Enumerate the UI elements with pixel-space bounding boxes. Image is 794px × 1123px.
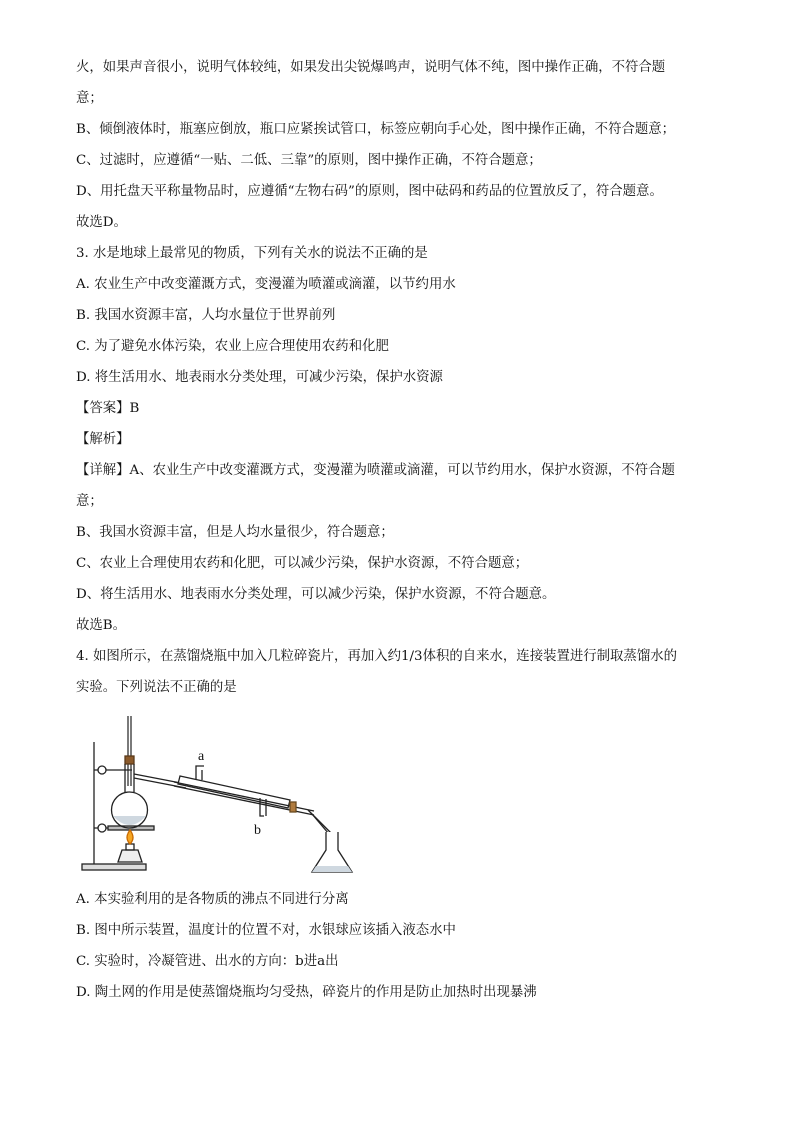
question-4-option-c: C. 实验时，冷凝管进、出水的方向：b进a出 — [76, 954, 339, 969]
detail-line: B、我国水资源丰富，但是人均水量很少，符合题意； — [76, 525, 394, 540]
question-4-option-a: A. 本实验利用的是各物质的沸点不同进行分离 — [76, 892, 349, 907]
detail-line: C、农业上合理使用农药和化肥，可以减少污染，保护水资源，不符合题意； — [76, 556, 529, 571]
question-3-option-d: D. 将生活用水、地表雨水分类处理，可减少污染，保护水资源 — [76, 370, 443, 385]
question-3-option-a: A. 农业生产中改变灌溉方式，变漫灌为喷灌或滴灌，以节约用水 — [76, 277, 456, 292]
question-4-stem: 4. 如图所示，在蒸馏烧瓶中加入几粒碎瓷片，再加入约1/3体积的自来水，连接装置进行制取蒸馏水的 — [76, 649, 677, 664]
detail-line: 【详解】A、农业生产中改变灌溉方式，变漫灌为喷灌或滴灌，可以节约用水，保护水资源，不符合题 — [76, 463, 675, 478]
question-3-option-c: C. 为了避免水体污染，农业上应合理使用农药和化肥 — [76, 339, 389, 354]
distillation-apparatus-figure — [76, 712, 366, 882]
conclusion-line: 故选B。 — [76, 618, 127, 633]
answer-heading: 【答案】B — [76, 401, 140, 416]
text-line: 火，如果声音很小，说明气体较纯，如果发出尖锐爆鸣声，说明气体不纯，图中操作正确，不符合题 — [76, 60, 666, 75]
document-page — [76, 58, 726, 1003]
text-line: 故选D。 — [76, 215, 127, 230]
detail-line: 意； — [76, 494, 103, 509]
label-a: a — [198, 749, 205, 764]
question-4-option-d: D. 陶土网的作用是使蒸馏烧瓶均匀受热，碎瓷片的作用是防止加热时出现暴沸 — [76, 985, 537, 1000]
distillation-apparatus-diagram — [76, 712, 366, 882]
text-line: D、用托盘天平称量物品时，应遵循“左物右码”的原则，图中砝码和药品的位置放反了，符合题意。 — [76, 184, 663, 199]
analysis-heading: 【解析】 — [76, 432, 130, 447]
question-3-option-b: B. 我国水资源丰富，人均水量位于世界前列 — [76, 308, 336, 323]
label-b: b — [254, 823, 261, 838]
text-line: B、倾倒液体时，瓶塞应倒放，瓶口应紧挨试管口，标签应朝向手心处，图中操作正确，不符合题意； — [76, 122, 676, 137]
question-3-stem: 3. 水是地球上最常见的物质，下列有关水的说法不正确的是 — [76, 246, 428, 261]
detail-line: D、将生活用水、地表雨水分类处理，可以减少污染，保护水资源，不符合题意。 — [76, 587, 556, 602]
alcohol-lamp — [118, 850, 142, 862]
text-line: 意； — [76, 91, 103, 106]
question-4-stem-cont: 实验。下列说法不正确的是 — [76, 680, 237, 695]
stand-base — [82, 864, 146, 870]
question-4-option-b: B. 图中所示装置，温度计的位置不对，水银球应该插入液态水中 — [76, 923, 456, 938]
text-line: C、过滤时，应遵循“一贴、二低、三靠”的原则，图中操作正确，不符合题意； — [76, 153, 542, 168]
